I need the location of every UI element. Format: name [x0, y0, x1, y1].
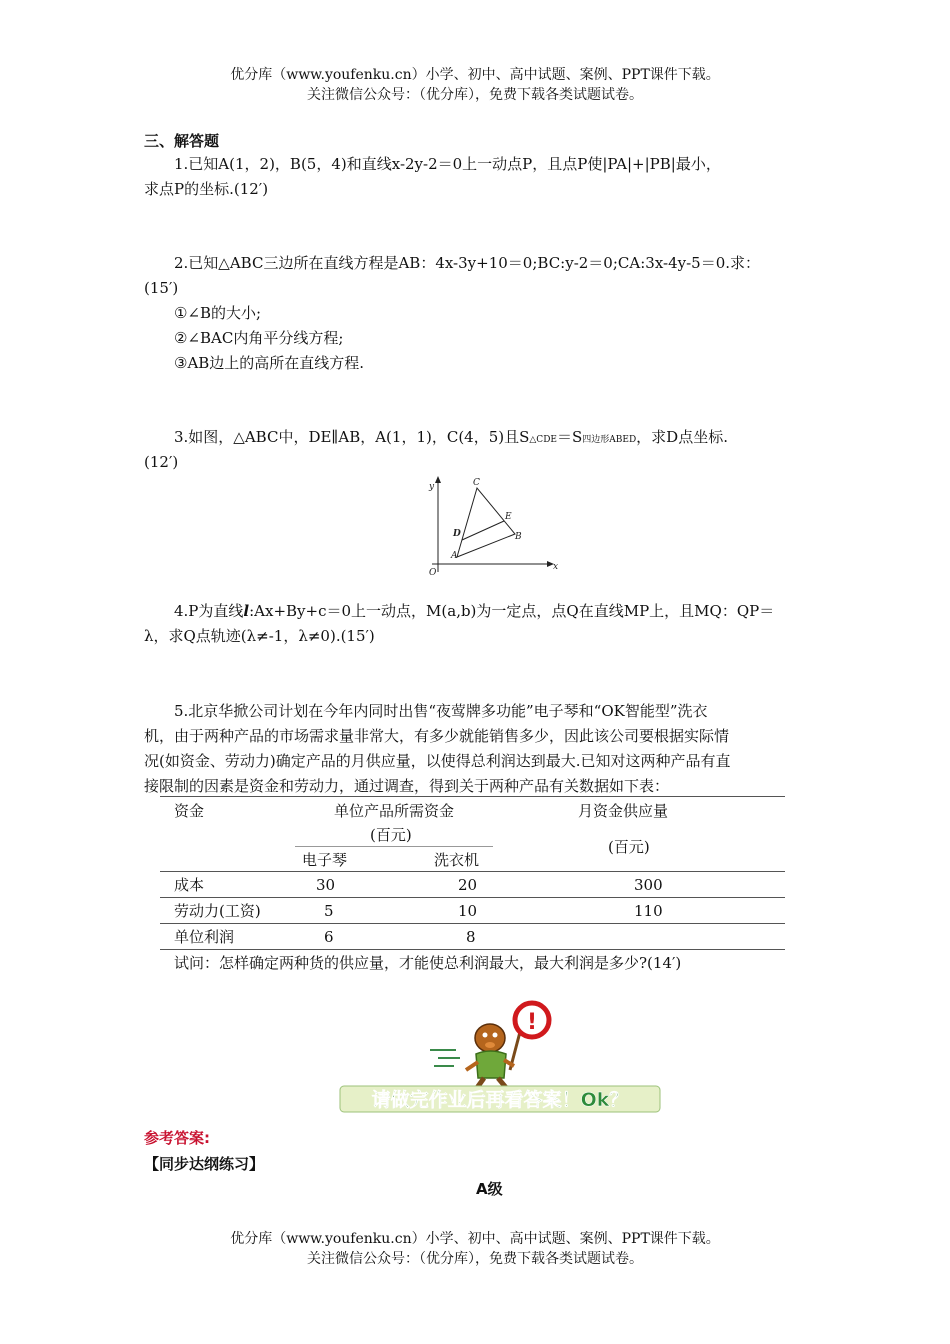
q4-line-symbol: l [243, 602, 250, 620]
q2-item-2: ②∠BAC内角平分线方程; [174, 329, 344, 347]
q1-line-1: 1.已知A(1，2)，B(5，4)和直线x-2y-2＝0上一动点P，且点P使|PA|+|PB|最小， [174, 155, 721, 173]
q3-text-b: ＝S [556, 428, 583, 446]
table-header-monthly-supply: 月资金供应量 [578, 802, 669, 820]
table-header-washer: 洗衣机 [434, 851, 480, 869]
label-c: C [473, 478, 480, 488]
q1-line-2: 求点P的坐标.(12′) [144, 180, 269, 198]
q3-subscript-abed: 四边形ABED [582, 435, 637, 445]
q3-line-1 [144, 425, 809, 453]
table-top-rule [160, 796, 785, 797]
q2-line-2: (15′) [144, 279, 179, 297]
table-row-profit-washer: 8 [466, 928, 476, 946]
exclamation-sign-text: ! [526, 1010, 538, 1035]
footer-line-2: 关注微信公众号：（优分库），免费下载各类试题试卷。 [307, 1251, 643, 1267]
q2-item-3: ③AB边上的高所在直线方程. [174, 354, 365, 372]
table-header-funds: 资金 [174, 802, 205, 820]
table-row-labor-name: 劳动力(工资) [174, 902, 261, 920]
q5-question: 试问：怎样确定两种货的供应量，才能使总利润最大，最大利润是多少?(14′) [174, 954, 682, 972]
q4-line-2: λ，求Q点轨迹(λ≠-1，λ≠0).(15′) [144, 627, 375, 645]
table-row-labor-keyboard: 5 [324, 902, 334, 920]
triangle-abc [457, 488, 515, 557]
answers-sync-heading: 【同步达纲练习】 [144, 1155, 265, 1173]
homework-banner [338, 1000, 663, 1120]
table-header-keyboard: 电子琴 [302, 851, 348, 869]
q4-text-a: 4.P为直线 [174, 602, 244, 620]
table-header-monthly-supply-unit: (百元) [608, 838, 650, 856]
q2-item-1: ①∠B的大小; [174, 304, 262, 322]
answers-level: A级 [476, 1180, 503, 1198]
table-row-labor-washer: 10 [458, 902, 478, 920]
segment-de [462, 521, 504, 540]
table-row-cost-supply: 300 [634, 876, 663, 894]
q3-line-2: (12′) [144, 453, 179, 471]
label-x: x [553, 562, 559, 572]
q5-line-1: 5.北京华掀公司计划在今年内同时出售“夜莺牌多功能”电子琴和“OK智能型”洗衣 [174, 702, 708, 720]
q5-line-3: 况(如资金、劳动力)确定产品的月供应量，以使得总利润达到最大.已知对这两种产品有直 [144, 752, 731, 770]
label-e: E [505, 512, 512, 522]
label-y: y [429, 482, 435, 492]
label-b: B [515, 532, 522, 542]
banner-text: 请做完作业后再看答案！Ok？ [371, 1089, 629, 1111]
q3-text-a: 3.如图，△ABC中，DE∥AB，A(1，1)，C(4，5)且S [174, 428, 530, 446]
y-arrow-icon [435, 476, 441, 483]
section-title: 三、解答题 [144, 132, 220, 150]
q5-line-2: 机，由于两种产品的市场需求量非常大，有多少就能销售多少，因此该公司要根据实际情 [144, 727, 730, 745]
q5-line-4: 接限制的因素是资金和劳动力，通过调查，得到关于两种产品有关数据如下表： [144, 777, 670, 795]
q4-text-b: :Ax+By+c＝0上一动点，M(a,b)为一定点，点Q在直线MP上，且MQ：QP＝ [249, 602, 775, 620]
table-row-profit-keyboard: 6 [324, 928, 334, 946]
q4-line-1 [144, 599, 809, 624]
q3-subscript-cde: △CDE [529, 435, 557, 445]
table-header-unit-funds-unit: (百元) [370, 826, 412, 844]
header-line-1: 优分库（www.youfenku.cn）小学、初中、高中试题、案例、PPT课件下载。 [230, 67, 720, 83]
q2-line-1: 2.已知△ABC三边所在直线方程是AB：4x-3y+10＝0;BC:y-2＝0;CA:3x-4y-5＝0.求： [174, 254, 761, 272]
q3-text-c: ，求D点坐标. [636, 428, 728, 446]
label-a: A [451, 551, 458, 561]
table-row-cost-washer: 20 [458, 876, 478, 894]
label-d: D [453, 529, 461, 539]
table-row-profit-name: 单位利润 [174, 928, 235, 946]
label-o: O [429, 568, 437, 578]
triangle-figure [420, 474, 565, 582]
table-row-cost-name: 成本 [174, 876, 205, 894]
answers-title: 参考答案: [144, 1129, 210, 1147]
character-body-icon [476, 1051, 506, 1078]
table-header-unit-funds: 单位产品所需资金 [334, 802, 455, 820]
table-row-cost-keyboard: 30 [316, 876, 336, 894]
header-line-2: 关注微信公众号：（优分库），免费下载各类试题试卷。 [307, 87, 643, 103]
footer-line-1: 优分库（www.youfenku.cn）小学、初中、高中试题、案例、PPT课件下载。 [230, 1231, 720, 1247]
table-row-labor-supply: 110 [634, 902, 663, 920]
